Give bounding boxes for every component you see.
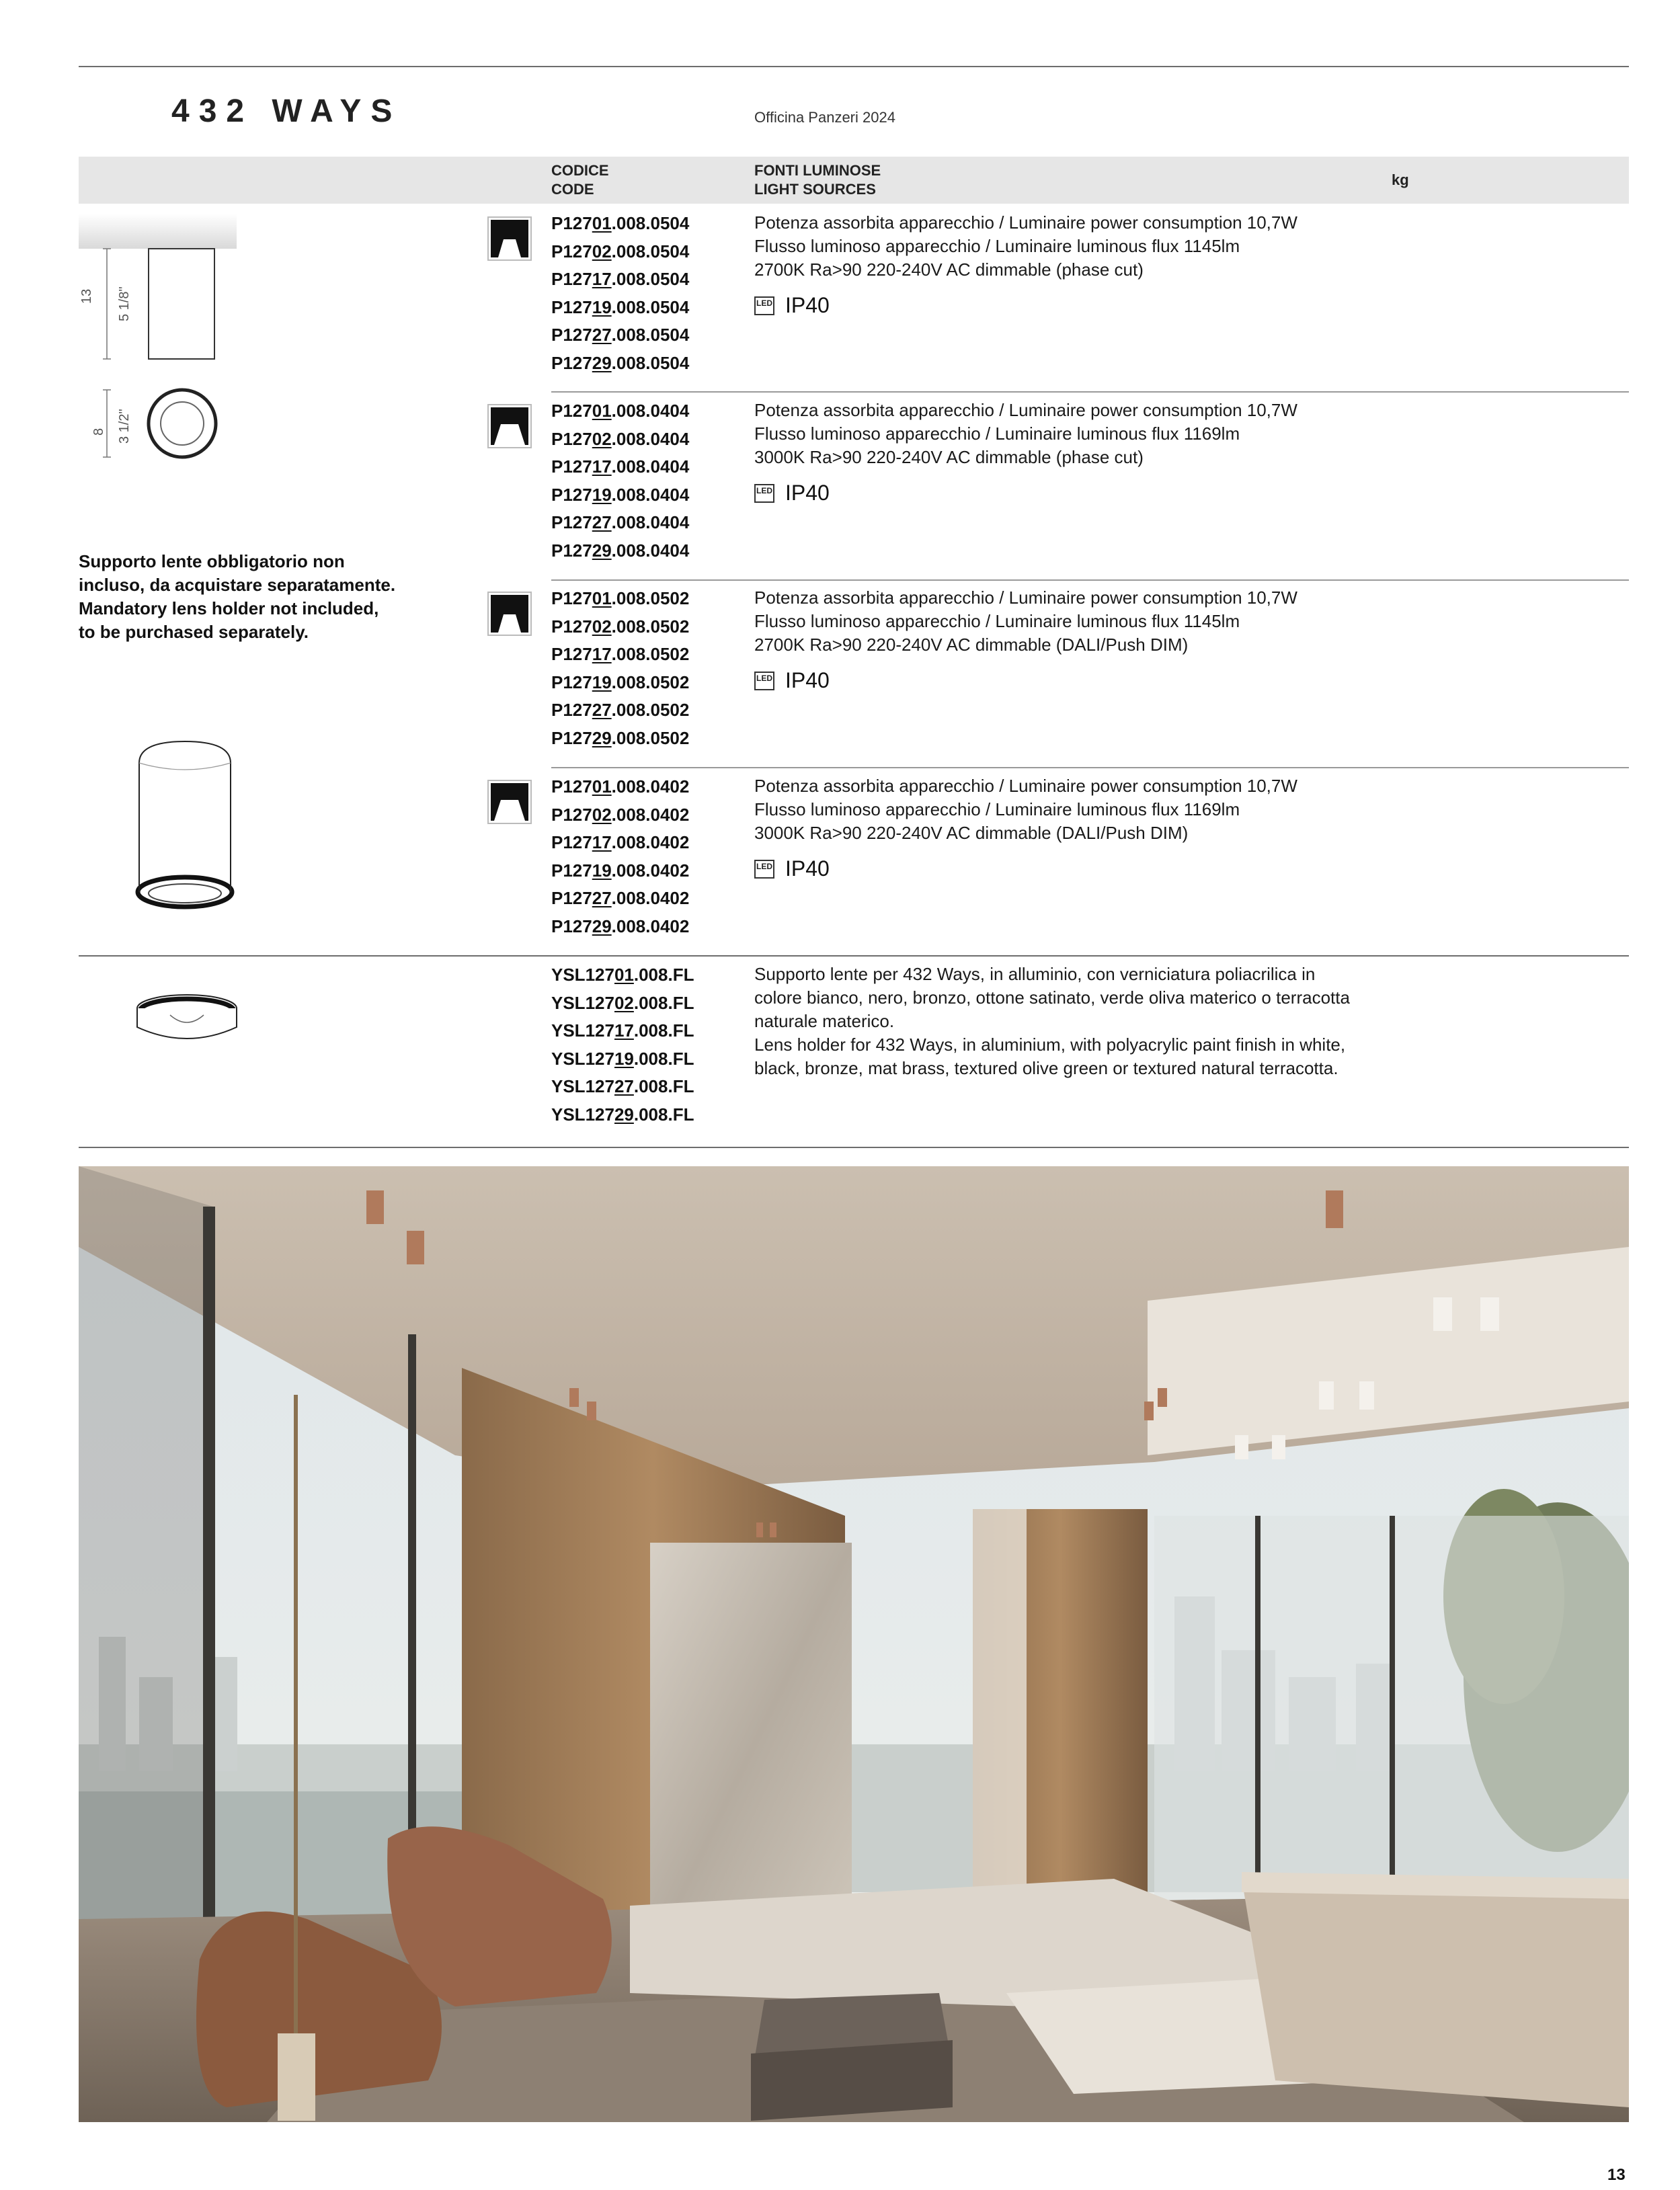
ip-rating: LED IP40 <box>754 668 830 693</box>
page-number: 13 <box>1607 2166 1626 2184</box>
ip-rating: LED IP40 <box>754 293 830 318</box>
lens-holder-drawing <box>133 988 241 1049</box>
height-dimension-cm: 13 <box>79 288 94 304</box>
accessory-code-list <box>551 961 694 1129</box>
led-badge-icon: LED <box>754 860 774 879</box>
group-divider <box>551 767 1629 768</box>
light-source-spec: Potenza assorbita apparecchio / Luminaire power consumption 10,7W Flusso luminoso apparecchio / Luminaire luminous flux 1169lm 3000K Ra>90 220-240V AC dimmable (phase cut) <box>754 400 1297 467</box>
accessory-description: Supporto lente per 432 Ways, in alluminio, con verniciatura poliacrilica in colore bianco, nero, bronzo, ottone satinato, verde oliva materico o terracotta naturale materico. Lens holder for 432 Ways, in aluminium, with polyacrylic paint finish in white, black, bronze, mat brass, textured olive green or textured natural terracotta. <box>754 964 1350 1078</box>
product-code: P12719.008.0404 <box>551 484 690 505</box>
product-code-list <box>551 210 689 377</box>
product-code: P12702.008.0404 <box>551 428 690 449</box>
product-code: P12729.008.0502 <box>551 727 690 748</box>
ip-rating: LED IP40 <box>754 856 830 881</box>
led-badge-icon: LED <box>754 296 774 315</box>
product-code: P12719.008.0504 <box>551 296 690 317</box>
product-code: P12701.008.0402 <box>551 776 690 797</box>
accessory-code: YSL12702.008.FL <box>551 992 694 1013</box>
light-source-spec: Potenza assorbita apparecchio / Luminaire power consumption 10,7W Flusso luminoso apparecchio / Luminaire luminous flux 1145lm 2700K Ra>90 220-240V AC dimmable (DALI/Push DIM) <box>754 587 1297 655</box>
product-code: P12729.008.0404 <box>551 540 690 561</box>
interior-scene-illustration <box>79 1166 1629 2122</box>
accessory-code: YSL12717.008.FL <box>551 1020 694 1041</box>
light-source-spec: Potenza assorbita apparecchio / Luminaire power consumption 10,7W Flusso luminoso apparecchio / Luminaire luminous flux 1145lm 2700K Ra>90 220-240V AC dimmable (phase cut) <box>754 212 1297 280</box>
product-code: P12727.008.0404 <box>551 512 690 532</box>
led-badge-icon: LED <box>754 484 774 503</box>
top-rule <box>79 66 1629 67</box>
group-divider <box>551 391 1629 393</box>
bottom-rule <box>79 1147 1629 1148</box>
ip-rating: LED IP40 <box>754 481 830 505</box>
product-code: P12717.008.0404 <box>551 456 690 477</box>
light-source-spec: Potenza assorbita apparecchio / Luminaire power consumption 10,7W Flusso luminoso apparecchio / Luminaire luminous flux 1169lm 3000K Ra>90 220-240V AC dimmable (DALI/Push DIM) <box>754 776 1297 843</box>
product-code: P12701.008.0504 <box>551 213 690 233</box>
product-code: P12702.008.0402 <box>551 804 690 825</box>
interior-photo <box>79 1166 1629 2122</box>
weight-column-header: kg <box>1392 171 1409 188</box>
product-code: P12719.008.0402 <box>551 860 690 881</box>
fixture-perspective-drawing <box>131 736 239 918</box>
beam-angle-icon <box>487 592 532 636</box>
product-code: P12727.008.0504 <box>551 325 690 345</box>
led-badge-icon: LED <box>754 672 774 690</box>
product-code-list <box>551 773 689 940</box>
accessory-code: YSL12727.008.FL <box>551 1076 694 1096</box>
product-code: P12717.008.0504 <box>551 269 690 289</box>
fixture-plan-drawing <box>79 383 240 464</box>
accessory-code: YSL12701.008.FL <box>551 965 694 985</box>
product-code-list <box>551 585 689 752</box>
product-code: P12719.008.0502 <box>551 672 690 692</box>
product-code: P12717.008.0502 <box>551 644 690 664</box>
product-code-list <box>551 397 689 565</box>
product-title: 432 WAYS <box>171 93 402 129</box>
product-code: P12701.008.0404 <box>551 401 690 421</box>
code-column-header: CODICE CODE <box>551 162 609 198</box>
beam-angle-icon <box>487 780 532 824</box>
product-code: P12717.008.0402 <box>551 832 690 852</box>
beam-angle-icon <box>487 216 532 261</box>
height-dimension-in: 5 1/8" <box>117 286 132 321</box>
diameter-dimension-in: 3 1/2" <box>117 409 132 444</box>
product-code: P12702.008.0504 <box>551 241 690 261</box>
product-code: P12701.008.0502 <box>551 588 690 608</box>
fixture-side-drawing <box>79 214 253 375</box>
brand-label: Officina Panzeri 2024 <box>754 109 895 126</box>
product-code: P12729.008.0504 <box>551 352 690 373</box>
beam-angle-icon <box>487 404 532 448</box>
accessory-code: YSL12729.008.FL <box>551 1104 694 1125</box>
product-code: P12729.008.0402 <box>551 916 690 936</box>
diameter-dimension-cm: 8 <box>91 428 106 436</box>
product-code: P12727.008.0502 <box>551 700 690 720</box>
group-divider <box>551 579 1629 581</box>
light-sources-column-header: FONTI LUMINOSE LIGHT SOURCES <box>754 162 881 198</box>
section-divider <box>79 955 1629 957</box>
accessory-code: YSL12719.008.FL <box>551 1048 694 1069</box>
product-code: P12727.008.0402 <box>551 888 690 908</box>
lens-holder-note: Supporto lente obbligatorio non incluso, da acquistare separatamente. Mandatory lens holder not included, to be purchased separately. <box>79 551 396 642</box>
product-code: P12702.008.0502 <box>551 616 690 637</box>
